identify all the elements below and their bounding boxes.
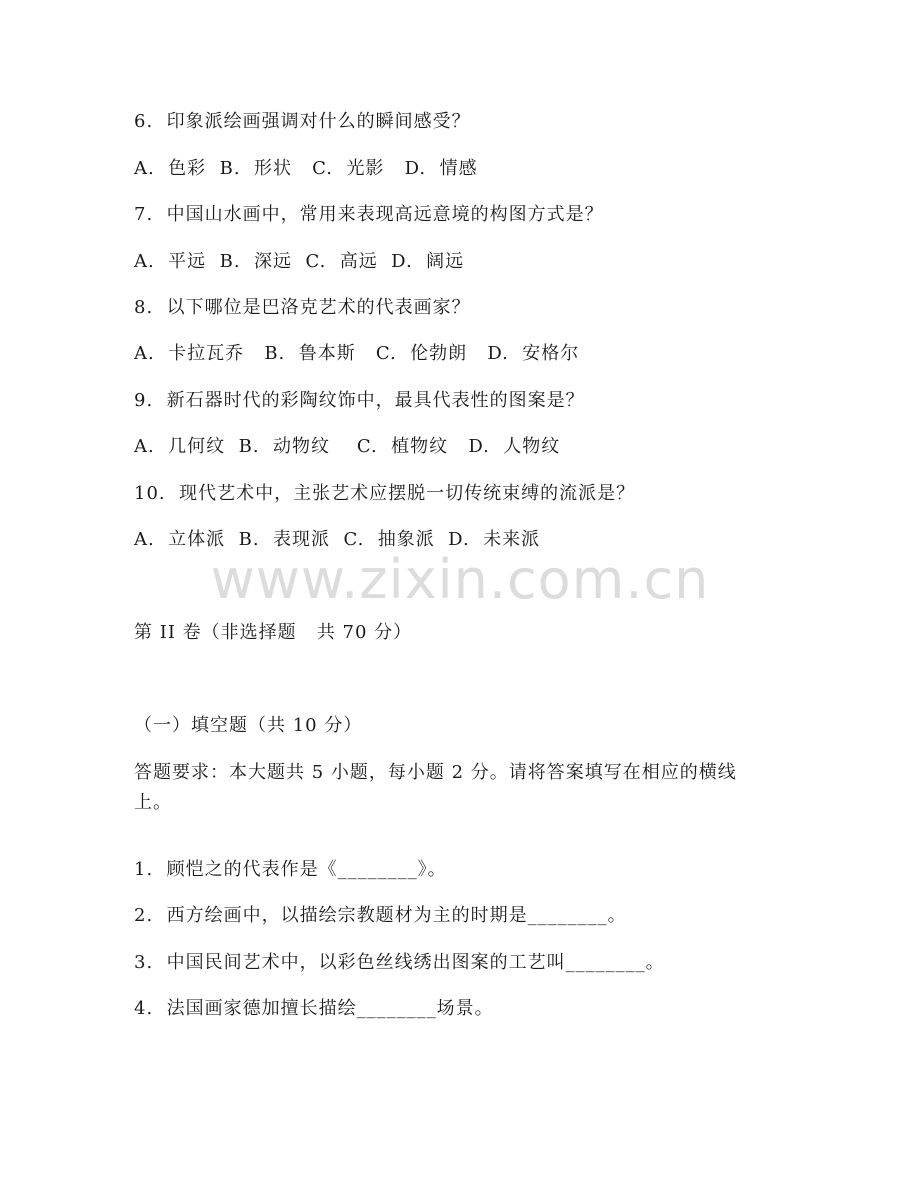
question-8-options: A. 卡拉瓦乔 B. 鲁本斯 C. 伦勃朗 D. 安格尔 (134, 343, 580, 364)
question-8: 8. 以下哪位是巴洛克艺术的代表画家？ (134, 297, 471, 318)
question-10: 10. 现代艺术中，主张艺术应摆脱一切传统束缚的流派是？ (134, 483, 636, 504)
section-1-instructions: 答题要求：本大题共 5 小题，每小题 2 分。请将答案填写在相应的横线上。 (134, 762, 737, 813)
fill-in-1: 1. 顾恺之的代表作是《________》。 (134, 859, 447, 880)
question-7: 7. 中国山水画中，常用来表现高远意境的构图方式是？ (134, 204, 604, 225)
section-1-title: （一）填空题（共 10 分） (134, 715, 363, 736)
watermark: www.zixin.com.cn (210, 548, 710, 611)
question-9: 9. 新石器时代的彩陶纹饰中，最具代表性的图案是？ (134, 390, 585, 411)
question-6-options: A. 色彩 B. 形状 C. 光影 D. 情感 (134, 158, 478, 179)
question-6: 6. 印象派绘画强调对什么的瞬间感受？ (134, 111, 471, 132)
question-9-options: A. 几何纹 B. 动物纹 C. 植物纹 D. 人物纹 (134, 436, 561, 457)
fill-in-2: 2. 西方绘画中，以描绘宗教题材为主的时期是________。 (134, 905, 627, 926)
fill-in-3: 3. 中国民间艺术中，以彩色丝线绣出图案的工艺叫________。 (134, 952, 665, 973)
question-10-options: A. 立体派 B. 表现派 C. 抽象派 D. 未来派 (134, 529, 541, 550)
part-2-title: 第 II 卷（非选择题 共 70 分） (134, 622, 413, 643)
question-7-options: A. 平远 B. 深远 C. 高远 D. 阔远 (134, 251, 465, 272)
fill-in-4: 4. 法国画家德加擅长描绘________场景。 (134, 998, 494, 1019)
